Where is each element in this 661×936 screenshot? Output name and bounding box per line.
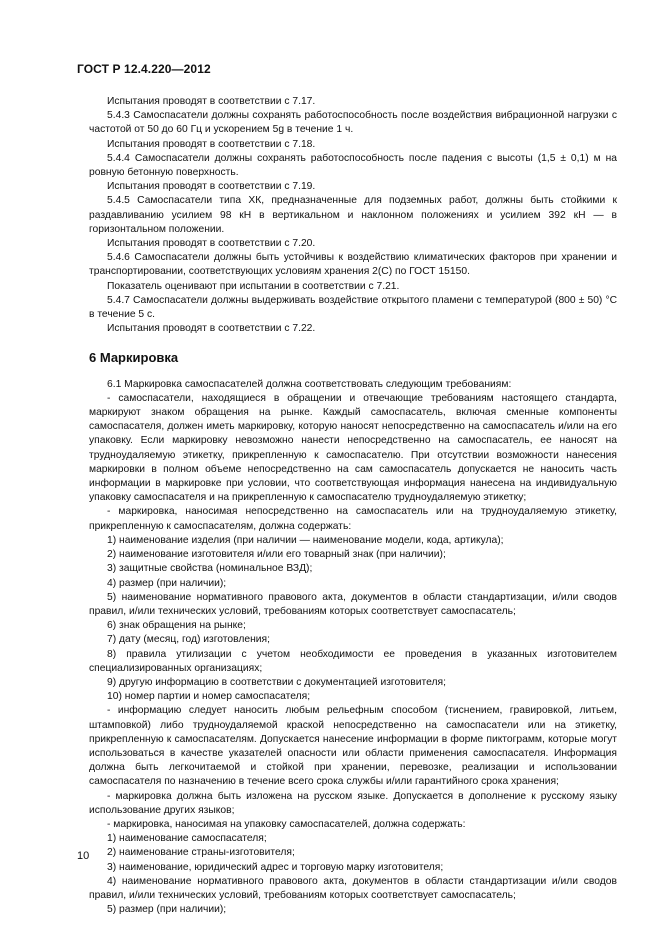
list-item: 8) правила утилизации с учетом необходимости ее проведения в указанных изготовителем специализированных организациях; bbox=[89, 648, 617, 674]
paragraph: 5.4.4 Самоспасатели должны сохранять работоспособность после падения с высоты (1,5 ± 0,1) м на ровную бетонную поверхность. bbox=[89, 152, 617, 179]
paragraph: - маркировка, наносимая на упаковку самоспасателей, должна содержать: bbox=[107, 818, 466, 830]
paragraph: Испытания проводят в соответствии с 7.18. bbox=[107, 138, 316, 150]
paragraph: 5.4.6 Самоспасатели должны быть устойчивы к воздействию климатических факторов при хранении и транспортировании, соответствующих условиям хранения 2(С) по ГОСТ 15150. bbox=[89, 252, 617, 278]
list-item: 9) другую информацию в соответствии с документацией изготовителя; bbox=[107, 676, 446, 688]
list-item: 5) наименование нормативного правового акта, документов в области стандартизации, и/или сводов правил, и/или технических условий, требованиям которых соответствует самоспасатель; bbox=[89, 591, 617, 617]
list-item: 5) размер (при наличии); bbox=[107, 904, 227, 916]
list-item: 7) дату (месяц, год) изготовления; bbox=[107, 634, 270, 646]
paragraph: - маркировка должна быть изложена на русском языке. Допускается в дополнение к русскому языку использование других языков; bbox=[89, 790, 617, 816]
list-item: 3) наименование, юридический адрес и торговую марку изготовителя; bbox=[107, 861, 444, 873]
list-item: 3) защитные свойства (номинальное ВЗД); bbox=[107, 563, 313, 575]
document-body bbox=[89, 95, 617, 917]
paragraph: Испытания проводят в соответствии с 7.20. bbox=[107, 238, 316, 250]
paragraph: 5.4.7 Самоспасатели должны выдерживать воздействие открытого пламени с температурой (800 ± 50) °С в течение 5 с. bbox=[89, 294, 617, 321]
paragraph: - самоспасатели, находящиеся в обращении и отвечающие требованиям настоящего стандарта, маркируют знаком обращения на рынке. Каждый самоспасатель, включая сменные компоненты самоспасателя, должен иметь маркировку, которую наносят непосредственно на самоспасатель и/или на его упаковку. Если маркировку невозможно нанести непосредственно на самоспасатель, ее наносят на трудноудаляемую этикетку, прикрепленную к самоспасателю. При отсутствии возможности нанесения маркировки в полном объеме непосредственно на сам самоспасатель допускается не наносить часть информации в маркировке при условии, что соответствующая информация нанесена на индивидуальную упаковку самоспасателя и на прикрепленную к самоспасателю трудноудаляемую этикетку; bbox=[89, 392, 617, 504]
paragraph: Испытания проводят в соответствии с 7.17. bbox=[107, 96, 316, 107]
list-item: 4) наименование нормативного правового акта, документов в области стандартизации и/или сводов правил, и/или технических условий, требованиям которых соответствует самоспасатель; bbox=[89, 875, 617, 901]
list-item: 1) наименование самоспасателя; bbox=[107, 833, 267, 845]
paragraph: Испытания проводят в соответствии с 7.22. bbox=[107, 323, 316, 335]
paragraph: Испытания проводят в соответствии с 7.19. bbox=[107, 181, 316, 193]
list-item: 2) наименование страны-изготовителя; bbox=[107, 847, 295, 859]
paragraph: Показатель оценивают при испытании в соответствии с 7.21. bbox=[107, 280, 400, 292]
paragraph: - маркировка, наносимая непосредственно на самоспасатель или на трудноудаляемую этикетку, прикрепленную к самоспасателям, должна содержать: bbox=[89, 506, 617, 532]
paragraph: 5.4.5 Самоспасатели типа ХК, предназначенные для подземных работ, должны быть стойкими к раздавливанию усилием 98 кН в вертикальном и наклонном положениях и усилием 392 кН — в горизонтальном положении. bbox=[89, 195, 617, 235]
list-item: 1) наименование изделия (при наличии — наименование модели, кода, артикула); bbox=[107, 534, 504, 546]
list-item: 10) номер партии и номер самоспасателя; bbox=[107, 691, 311, 703]
list-item: 4) размер (при наличии); bbox=[107, 577, 227, 589]
paragraph: - информацию следует наносить любым рельефным способом (тиснением, гравировкой, литьем, штамповкой) либо трудноудаляемой краской непосредственно на самоспасатели или на этикетку, прикрепленную к самоспасателям. Допускается нанесение информации в форме пиктограмм, которые могут использоваться в качестве указателей опасности или области применения самоспасателя. Информация должна быть легкочитаемой и стойкой при хранении, перевозке, реализации и использовании самоспасателя по назначению в течение всего срока службы и/или гарантийного срока хранения; bbox=[89, 705, 617, 788]
document-header: ГОСТ Р 12.4.220—2012 bbox=[77, 62, 211, 76]
paragraph: 5.4.3 Самоспасатели должны сохранять работоспособность после воздействия вибрационной нагрузки с частотой от 50 до 60 Гц и ускорением 5g в течение 1 ч. bbox=[89, 110, 617, 136]
section-title: 6 Маркировка bbox=[89, 350, 179, 366]
paragraph: 6.1 Маркировка самоспасателей должна соответствовать следующим требованиям: bbox=[107, 378, 512, 390]
list-item: 2) наименование изготовителя и/или его товарный знак (при наличии); bbox=[107, 549, 446, 561]
list-item: 6) знак обращения на рынке; bbox=[107, 620, 246, 632]
page-number: 10 bbox=[77, 850, 90, 862]
